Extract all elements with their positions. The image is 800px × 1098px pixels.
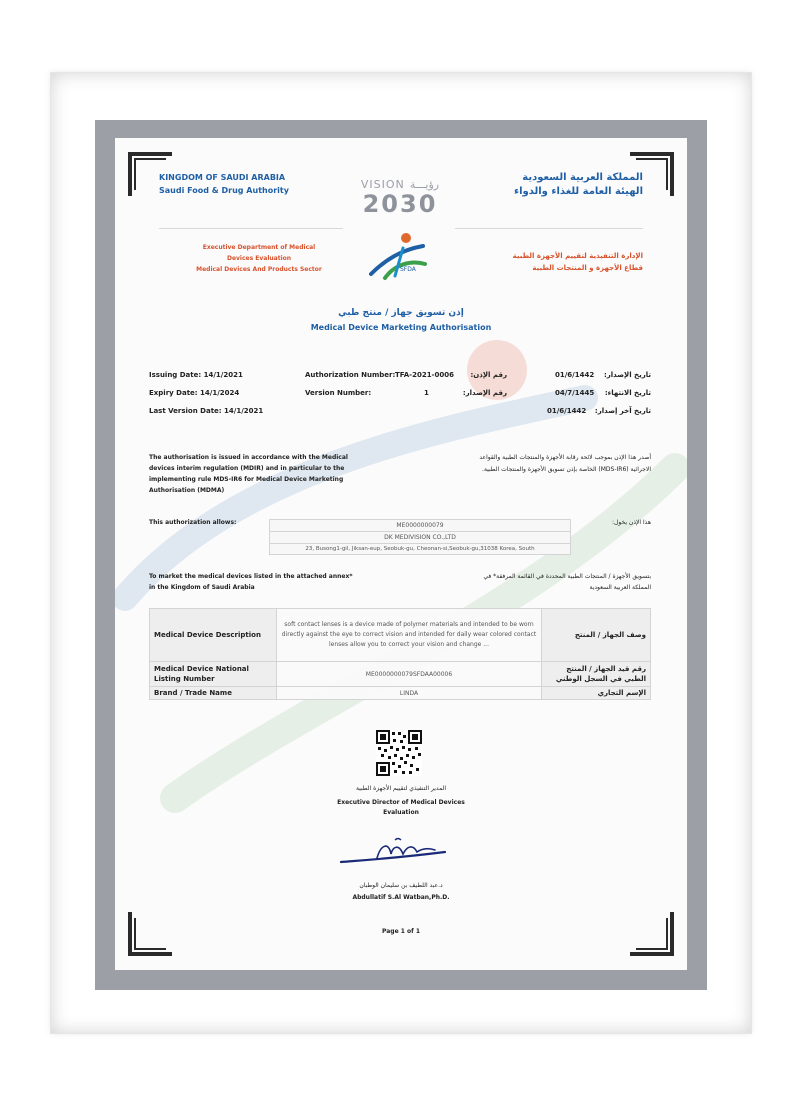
signatory-name-ar: د.عبد اللطيف بن سليمان الوطبان — [359, 882, 443, 889]
ksa-title-en: KINGDOM OF SAUDI ARABIA — [159, 173, 286, 182]
vision-year: 2030 — [362, 190, 438, 218]
market-en — [149, 571, 352, 593]
table-row — [150, 687, 651, 700]
market-ar-line-2: المملكة العربية السعودية — [589, 584, 651, 591]
title-en: Medical Device Marketing Authorisation — [310, 323, 492, 332]
intro-ar — [431, 452, 651, 476]
sfda-title-ar: الهيئة العامة للغذاء والدواء — [513, 186, 643, 197]
version-label: Version Number: — [305, 389, 372, 397]
dept-line-1: Executive Department of Medical — [202, 244, 316, 251]
national-listing-value: ME0000000079SFDAA00006 — [277, 662, 542, 687]
table-row — [150, 609, 651, 662]
vision-2030-logo — [350, 173, 450, 216]
signatory-title-ar: المدير التنفيذي لتقييم الأجهزة الطبية — [355, 785, 447, 792]
expiry-ar-label: تاريخ الانتهاء: — [604, 389, 651, 397]
issuing-date: Issuing Date: 14/1/2021 — [149, 371, 243, 379]
expiry-date: Expiry Date: 14/1/2024 — [149, 389, 240, 397]
sfda-logo-icon — [365, 230, 435, 282]
intro-en — [149, 452, 369, 496]
national-listing-label: Medical Device National Listing Number — [150, 662, 277, 687]
dept-line-2: Devices Evaluation — [226, 255, 292, 262]
market-en-line-1: To market the medical devices listed in the attached annex* — [149, 573, 353, 580]
issue-ar-label: تاريخ الإصدار: — [603, 371, 651, 379]
market-ar — [483, 571, 651, 593]
issue-ar-value: 01/6/1442 — [555, 371, 595, 379]
auth-number-label: Authorization Number: — [305, 371, 396, 379]
dept-block-ar — [513, 250, 643, 274]
version-ar: رقم الإصدار: — [462, 389, 507, 397]
auth-number-value: TFA-2021-0006 — [395, 371, 454, 379]
device-description-label-ar: وصف الجهاز / المنتج — [542, 609, 651, 662]
signatory-title-en-line-1: Executive Director of Medical Devices — [337, 799, 465, 806]
dept-line-3: Medical Devices And Products Sector — [196, 266, 322, 273]
title-ar: إذن تسويق جهاز / منتج طبي — [338, 308, 464, 318]
vision-ar: رؤيـــة — [409, 178, 440, 191]
intro-en-line-1: The authorisation is issued in accordance with the Medical — [149, 454, 348, 461]
version-value: 1 — [424, 389, 429, 397]
allows-en: This authorization allows: — [149, 519, 237, 526]
dept-ar-line-1: الإدارة التنفيذية لتقييم الأجهزة الطبية — [512, 252, 643, 260]
intro-ar-line-2: الاجرائية (MDS-IR6) الخاصة بإذن تسويق الأجهزة والمنتجات الطبية. — [482, 466, 651, 473]
company-row — [270, 544, 571, 555]
signatory-name-en: Abdullatif S.Al Watban,Ph.D. — [352, 894, 450, 901]
dept-ar-line-2: قطاع الأجهزة و المنتجات الطبية — [532, 264, 643, 272]
table-row — [150, 662, 651, 687]
expiry-ar-value: 04/7/1445 — [555, 389, 595, 397]
national-listing-label-ar: رقم قيد الجهاز / المنتج الطبي في السجل الوطني — [542, 662, 651, 687]
header-rule-left — [159, 228, 343, 229]
sfda-logo-label: SFDA — [400, 266, 416, 273]
intro-en-line-3: implementing rule MDS-IR6 for Medical Device Marketing — [149, 476, 344, 483]
company-row — [270, 520, 571, 532]
company-row — [270, 532, 571, 544]
allows-ar: هذا الإذن يخول: — [612, 519, 651, 526]
signature-image — [337, 834, 457, 870]
company-address: 23, Busong1-gil, Jiksan-eup, Seobuk-gu, Cheonan-si,Seobuk-gu,31038 Korea, South — [270, 544, 571, 555]
dept-block-en — [159, 242, 359, 275]
last-ar-value: 01/6/1442 — [547, 407, 587, 415]
page-number: Page 1 of 1 — [382, 928, 420, 935]
device-description-value: soft contact lenses is a device made of polymer materials and intended to be worn directly against the eye to correct vision and intended for daily wear colored contact lenses allow you to correct your vision and change ... — [277, 609, 542, 662]
vision-word: VISION — [360, 178, 405, 191]
signatory-title-en-line-2: Evaluation — [383, 809, 419, 816]
sfda-title-en: Saudi Food & Drug Authority — [159, 186, 289, 195]
signatory-title-en — [115, 798, 687, 818]
auth-number-ar: رقم الإذن: — [470, 371, 507, 379]
brand-label-ar: الإسم التجاري — [542, 687, 651, 700]
device-table — [149, 608, 651, 700]
market-ar-line-1: بتسويق الأجهزة / المنتجات الطبية المحددة في القائمة المرفقة* في — [483, 573, 651, 580]
company-name: DK MEDIVISION CO.,LTD — [270, 532, 571, 544]
device-description-label: Medical Device Description — [150, 609, 277, 662]
brand-label: Brand / Trade Name — [150, 687, 277, 700]
market-en-line-2: in the Kingdom of Saudi Arabia — [149, 584, 255, 591]
header-rule-right — [455, 228, 643, 229]
last-version-date: Last Version Date: 14/1/2021 — [149, 407, 264, 415]
intro-ar-line-1: أصدر هذا الإذن بموجب لائحة رقابة الأجهزة والمنتجات الطبية والقواعد — [479, 454, 651, 461]
company-id: ME0000000079 — [270, 520, 571, 532]
company-table — [269, 519, 571, 555]
intro-en-line-2: devices interim regulation (MDIR) and in particular to the — [149, 465, 345, 472]
ksa-title-ar: المملكة العربية السعودية — [522, 172, 643, 183]
last-ar-label: تاريخ آخر إصدار: — [594, 407, 651, 415]
brand-value: LINDA — [277, 687, 542, 700]
intro-en-line-4: Authorisation (MDMA) — [149, 487, 225, 494]
qr-code-icon — [376, 730, 422, 776]
certificate-page — [115, 138, 687, 970]
